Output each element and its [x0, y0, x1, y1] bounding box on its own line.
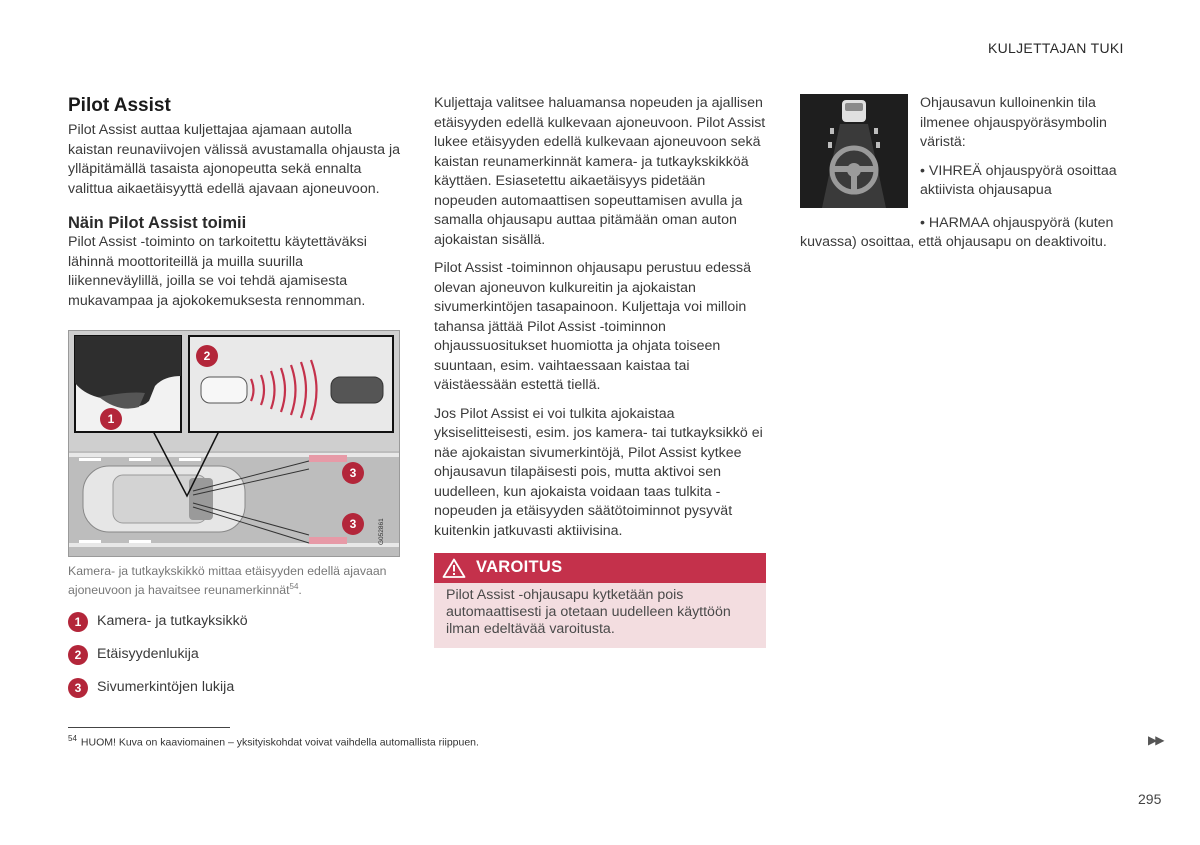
paragraph-3: Jos Pilot Assist ei voi tulkita ajokaistaa yksiselitteisesti, esim. jos kamera- tai tutkayksikkö ei näe ajokaistan sivumerkintöjä, Pilot Assist kytkee ohjausavun tilapäisesti pois, mutta aktivoi sen uudelleen, kun ajokaista voidaan taas tulkita - nopeuden ja etäisyyden säätötoiminnot pysyvät kuitenkin jatkuvasti aktiivisina. [434, 405, 763, 539]
badge-3-bottom: 3 [349, 517, 357, 531]
page-title: Pilot Assist [68, 95, 171, 116]
legend-item [68, 644, 400, 665]
illustration-svg [69, 331, 399, 556]
footnote-ref: 54 [289, 582, 299, 591]
section-header: KULJETTAJAN TUKI [988, 40, 1124, 56]
legend-badge: 3 [68, 678, 88, 698]
footnote [68, 734, 479, 749]
pilot-assist-illustration [68, 330, 400, 557]
paragraph-1: Kuljettaja valitsee haluamansa nopeuden ja ajallisen etäisyyden edellä kulkevaan ajoneuvoon. Pilot Assist lukee etäisyyden edellä kulkevaan ajoneuvoon sekä kaistan reunamerkinnät kamera- ja tutkaykskikköä käyttäen. Esiasetettu aikaetäisyys pidetään nopeuden automaattisen sopeuttamisen avulla ja samalla ohjausapu auttaa pitämään oman auton ajokaistan sisällä. [434, 95, 766, 248]
legend-label: Kamera- ja tutkayksikkö [97, 612, 248, 629]
status-row [800, 94, 1140, 210]
figure-legend [68, 611, 400, 698]
figure-code: G052861 [378, 518, 385, 545]
footnote-number: 54 [68, 734, 77, 743]
legend-label: Etäisyydenlukija [97, 645, 199, 662]
warning-text: Pilot Assist -ohjausapu kytketään pois automaattisesti ja otetaan uudelleen käyttöön ilman edeltävää varoitusta. [434, 583, 766, 648]
warning-box [434, 553, 766, 648]
subheading: Näin Pilot Assist toimii [68, 214, 247, 232]
figure-caption: Kamera- ja tutkaykskikkö mittaa etäisyyden edellä ajavaan ajoneuvoon ja havaitsee reunamerkinnät$^{54}$. [68, 564, 387, 598]
paragraph-2: Pilot Assist -toiminnon ohjausapu perustuu edessä olevan ajoneuvon kulkureitin ja ajokaistan sivumerkintöjen tasapainoon. Kuljettaja voi milloin tahansa jättää Pilot Assist -toiminnon ohjaussuositukset huomiotta ja ohjata toiseen suuntaan, esim. vaihtaessaan kaistaa tai väistäessään estettä tiellä. [434, 260, 752, 393]
warning-title: VAROITUS [476, 558, 563, 577]
body-paragraph: Pilot Assist -toiminto on tarkoitettu käytettäväksi lähinnä moottoriteillä ja muilla suurilla liikenneväylillä, joilla se voi tehdä ajamisesta mukavampaa ja ajokokemuksesta rennomman. [68, 234, 367, 309]
warning-triangle-icon [442, 558, 466, 578]
footnote-divider [68, 727, 230, 728]
steering-wheel-icon [800, 94, 908, 208]
green-status-paragraph: • VIHREÄ ohjauspyörä osoittaa aktiivista ohjausapua [920, 162, 1117, 198]
column-left [68, 94, 400, 710]
badge-3-top: 3 [349, 466, 357, 480]
page-number: 295 [1138, 791, 1162, 807]
legend-badge: 2 [68, 645, 88, 665]
column-middle [434, 94, 766, 648]
badge-2: 2 [203, 349, 211, 363]
legend-item [68, 611, 400, 632]
continue-arrows-icon: ▶▶ [1148, 733, 1163, 747]
status-text [920, 94, 1140, 210]
footnote-text: HUOM! Kuva on kaaviomainen – yksityiskohdat voivat vaihdella automallista riippuen. [80, 736, 479, 749]
legend-item [68, 677, 400, 698]
legend-label: Sivumerkintöjen lukija [97, 678, 235, 695]
badge-1: 1 [107, 412, 115, 426]
legend-badge: 1 [68, 612, 88, 632]
column-right [800, 94, 1140, 253]
status-paragraph: Ohjausavun kulloinenkin tila ilmenee ohjauspyöräsymbolin väristä: [920, 95, 1107, 150]
warning-header [434, 553, 766, 583]
steering-wheel-symbol-image [800, 94, 908, 208]
intro-paragraph: Pilot Assist auttaa kuljettajaa ajamaan autolla kaistan reunaviivojen välissä avustamalla ohjausta ja ylläpitämällä tasaista ajonopeutta sekä ennalta valittua aikaetäisyyttä edellä ajavaan ajoneuvoon. [68, 122, 401, 197]
grey-status-paragraph: • HARMAA ohjauspyörä (kuten kuvassa) osoittaa, että ohjausapu on deaktivoitu. [800, 214, 1114, 250]
